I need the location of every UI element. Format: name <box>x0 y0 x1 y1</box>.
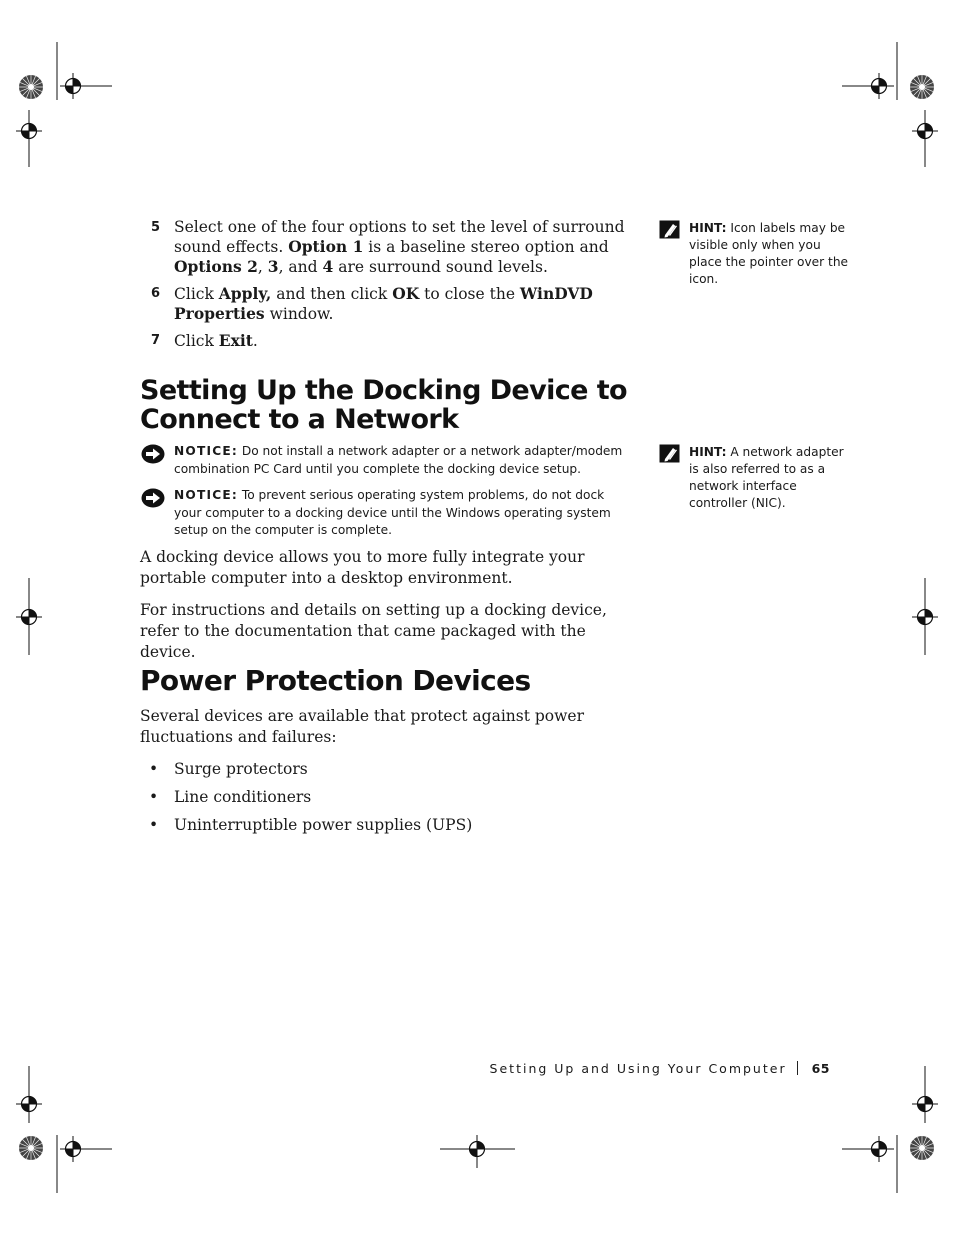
bullet-icon: • <box>149 788 159 806</box>
hint-label: HINT: <box>689 445 727 459</box>
page-number: 65 <box>811 1061 830 1076</box>
hint-text: A network adapter is also referred to as a network interface controller (NIC). <box>689 445 844 510</box>
notice-label: NOTICE: <box>174 444 238 458</box>
hint-2 <box>659 444 849 512</box>
heading-line-2: Connect to a Network <box>140 403 459 435</box>
section-heading-docking <box>140 377 627 434</box>
notice-arrow-icon <box>141 444 165 464</box>
footer-divider <box>797 1061 798 1075</box>
heading-line-1: Setting Up the Docking Device to <box>140 375 627 406</box>
emphasis-text: Options 2 <box>174 257 258 276</box>
pencil-note-icon <box>659 444 681 464</box>
step-6 <box>151 284 631 324</box>
section-heading-power: Power Protection Devices <box>140 664 531 697</box>
notice-1 <box>141 443 631 478</box>
hint-1 <box>659 220 849 288</box>
step-5 <box>151 218 631 277</box>
emphasis-text: 4 <box>322 257 334 276</box>
emphasis-text: WinDVD Properties <box>174 284 593 323</box>
notice-text: Do not install a network adapter or a network adapter/modem combination PC Card until you complete the docking device setup. <box>174 444 623 476</box>
list-item: • Surge protectors <box>149 760 308 778</box>
step-7 <box>151 331 631 351</box>
step-text: Select one of the four options to set the level of surround sound effects. Option 1 is a baseline stereo option and Options 2, 3, and 4 are surround sound levels. <box>174 218 625 276</box>
step-number: 5 <box>151 220 161 235</box>
list-item: • Uninterruptible power supplies (UPS) <box>149 816 473 834</box>
pencil-note-icon <box>659 220 681 240</box>
paragraph-docking-intro: A docking device allows you to more fully integrate your portable computer into a desktop environment. <box>140 548 585 587</box>
step-text: Click Exit. <box>174 331 258 350</box>
bullet-icon: • <box>149 816 159 834</box>
bullet-icon: • <box>149 760 159 778</box>
page-footer <box>490 1061 830 1076</box>
notice-arrow-icon <box>141 488 165 508</box>
notice-text: To prevent serious operating system problems, do not dock your computer to a docking device until the Windows operating system setup on the computer is complete. <box>174 488 611 537</box>
emphasis-text: Exit <box>218 331 253 350</box>
footer-chapter: Setting Up and Using Your Computer <box>489 1061 787 1076</box>
emphasis-text: 3 <box>267 257 279 276</box>
emphasis-text: OK <box>392 284 420 303</box>
paragraph-docking-instructions: For instructions and details on setting up a docking device, refer to the documentation that came packaged with the device. <box>140 601 607 661</box>
notice-label: NOTICE: <box>174 488 238 502</box>
hint-label: HINT: <box>689 221 727 235</box>
list-item: • Line conditioners <box>149 788 312 806</box>
step-number: 6 <box>151 286 161 301</box>
notice-2 <box>141 487 631 540</box>
hint-text: Icon labels may be visible only when you place the pointer over the icon. <box>689 221 849 286</box>
step-number: 7 <box>151 333 161 348</box>
step-text: Click Apply, and then click OK to close the WinDVD Properties window. <box>174 284 593 323</box>
emphasis-text: Option 1 <box>288 237 364 256</box>
paragraph-power-intro: Several devices are available that protect against power fluctuations and failures: <box>140 707 584 746</box>
emphasis-text: Apply, <box>218 284 272 303</box>
